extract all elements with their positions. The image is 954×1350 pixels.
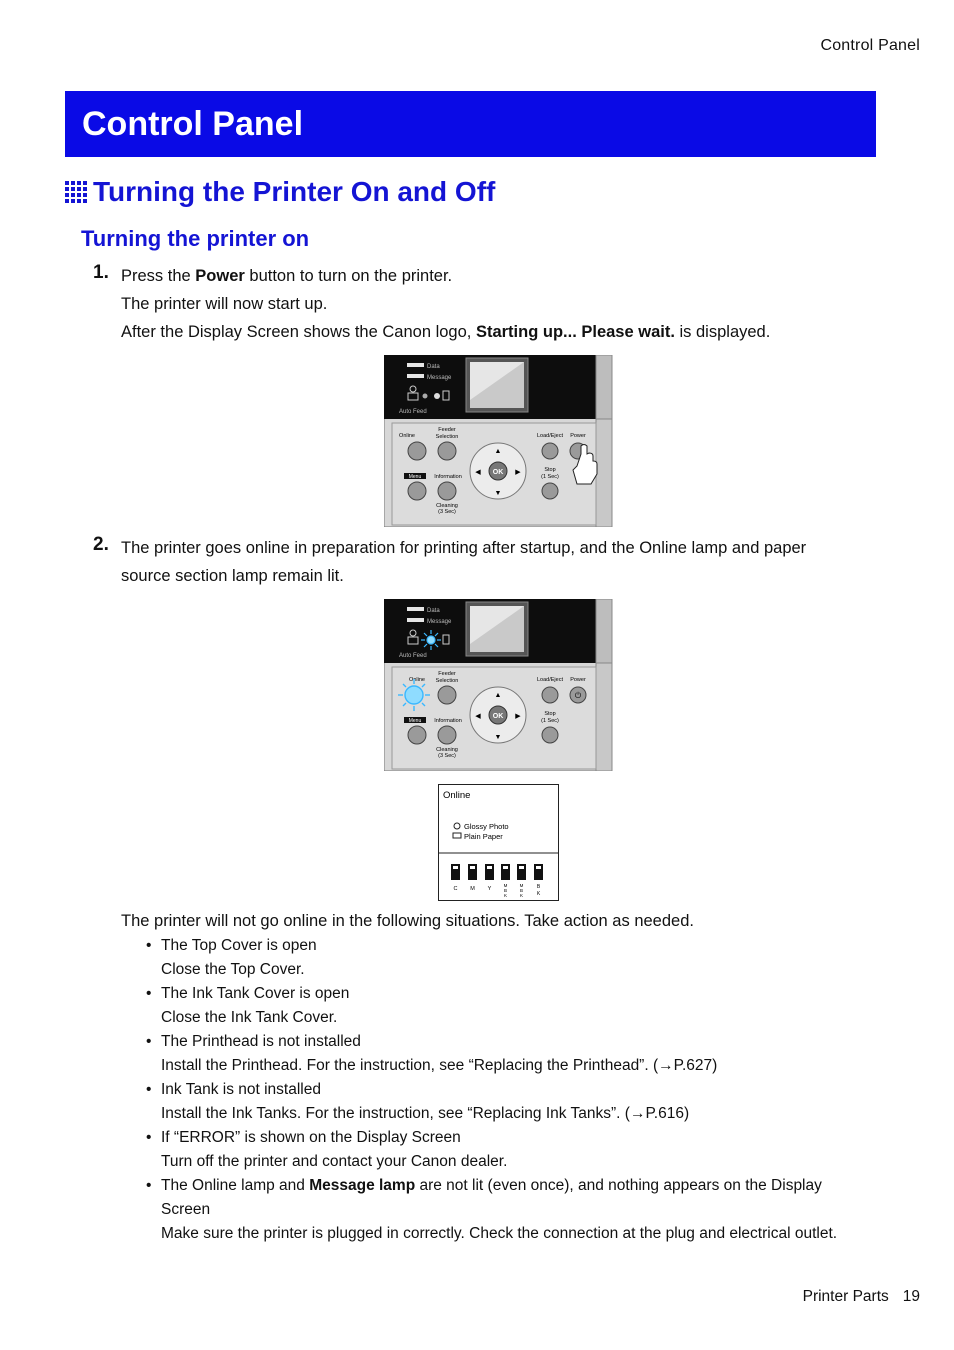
grid-icon <box>65 181 87 203</box>
list-item: • If “ERROR” is shown on the Display Screen Turn off the printer and contact your Canon dealer. <box>146 1126 886 1174</box>
svg-text:Feeder: Feeder <box>438 671 456 677</box>
svg-text:B: B <box>536 884 541 890</box>
step-1-line-1: Press the Power button to turn on the printer. <box>121 267 453 285</box>
control-panel-figure-online <box>384 599 614 771</box>
svg-text:Stop: Stop <box>544 467 556 473</box>
svg-text:Selection: Selection <box>435 678 459 684</box>
svg-text:C: C <box>453 886 458 892</box>
step-1-number: 1. <box>93 262 109 283</box>
svg-text:Power: Power <box>570 677 586 683</box>
svg-text:Glossy Photo: Glossy Photo <box>464 822 509 831</box>
list-item: • The Top Cover is open Close the Top Cover. <box>146 934 886 982</box>
svg-text:▶: ▶ <box>515 469 521 476</box>
display-screen-figure <box>438 784 560 902</box>
online-button-label: Online <box>399 433 415 439</box>
svg-text:▶: ▶ <box>515 713 521 720</box>
svg-text:Y: Y <box>487 886 492 892</box>
list-item: • Ink Tank is not installed Install the Ink Tanks. For the instruction, see “Replacing Ink Tanks”. (→P.616) <box>146 1078 886 1126</box>
offline-conditions-list <box>146 934 886 1246</box>
step-1-text <box>121 262 770 346</box>
list-item: • The Online lamp and Message lamp are not lit (even once), and nothing appears on the Display Screen Make sure the printer is plugged in correctly. Check the connection at the plug and electrical outlet. <box>146 1174 886 1246</box>
load-eject-label: Load/Eject <box>537 433 563 439</box>
data-lamp-label: Data <box>427 364 440 370</box>
subsection-title: Turning the printer on <box>81 226 310 251</box>
svg-text:Cleaning: Cleaning <box>436 747 458 753</box>
svg-text:Plain Paper: Plain Paper <box>464 832 503 841</box>
svg-text:◀: ◀ <box>475 713 481 720</box>
svg-text:Auto Feed: Auto Feed <box>399 653 427 659</box>
display-status: Online <box>443 790 471 801</box>
svg-text:Load/Eject: Load/Eject <box>537 677 563 683</box>
offline-note: The printer will not go online in the following situations. Take action as needed. <box>121 912 694 930</box>
svg-text:M: M <box>470 886 475 892</box>
svg-text:Information: Information <box>434 718 462 724</box>
svg-text:Menu: Menu <box>408 474 422 480</box>
control-panel-figure-power <box>384 355 614 527</box>
step-2-line-2: source section lamp remain lit. <box>121 567 344 585</box>
auto-feed-label: Auto Feed <box>399 409 427 415</box>
message-lamp-label: Message <box>427 375 452 381</box>
svg-text:Stop: Stop <box>544 711 556 717</box>
svg-text:▼: ▼ <box>494 734 502 741</box>
svg-text:Feeder: Feeder <box>438 427 456 433</box>
svg-text:◀: ◀ <box>475 469 481 476</box>
svg-text:(3 Sec): (3 Sec) <box>438 753 456 759</box>
power-icon: ⏻ <box>574 691 582 700</box>
svg-text:M: M <box>503 883 508 888</box>
page-number: 19 <box>902 1288 920 1305</box>
lamp-glow-icon <box>421 630 441 650</box>
svg-text:Message: Message <box>427 619 452 625</box>
svg-text:Cleaning: Cleaning <box>436 503 458 509</box>
svg-text:Menu: Menu <box>408 718 422 724</box>
svg-text:B: B <box>503 888 508 893</box>
svg-text:Data: Data <box>427 608 440 614</box>
svg-text:(1 Sec): (1 Sec) <box>541 718 559 724</box>
svg-text:▼: ▼ <box>494 490 502 497</box>
chapter-title: Control Panel <box>65 91 876 157</box>
step-2-text <box>121 534 891 590</box>
svg-text:K: K <box>503 893 508 898</box>
power-label: Power <box>570 433 586 439</box>
page-footer <box>803 1288 920 1306</box>
step-2-line-1: The printer goes online in preparation for printing after startup, and the Online lamp and paper <box>121 539 807 557</box>
step-2-number: 2. <box>93 534 109 555</box>
svg-text:▲: ▲ <box>494 448 502 455</box>
section-title-text: Turning the Printer On and Off <box>93 176 496 207</box>
svg-text:Information: Information <box>434 474 462 480</box>
svg-text:(1 Sec): (1 Sec) <box>541 474 559 480</box>
svg-text:Selection: Selection <box>435 434 459 440</box>
svg-text:B: B <box>519 888 524 893</box>
svg-text:OK: OK <box>492 713 504 720</box>
svg-text:(3 Sec): (3 Sec) <box>438 509 456 515</box>
svg-text:M: M <box>519 883 524 888</box>
section-title <box>65 176 495 208</box>
svg-text:▲: ▲ <box>494 692 502 699</box>
svg-text:K: K <box>519 893 524 898</box>
step-1-line-3: After the Display Screen shows the Canon logo, Starting up... Please wait. is displayed. <box>121 323 771 341</box>
footer-section: Printer Parts <box>802 1288 889 1305</box>
list-item: • The Printhead is not installed Install the Printhead. For the instruction, see “Replacing the Printhead”. (→P.627) <box>146 1030 886 1078</box>
ok-button-label: OK <box>492 469 504 476</box>
step-1-line-2: The printer will now start up. <box>121 295 328 313</box>
list-item: • The Ink Tank Cover is open Close the Ink Tank Cover. <box>146 982 886 1030</box>
svg-text:K: K <box>536 891 541 897</box>
running-header: Control Panel <box>820 37 920 54</box>
svg-text:Online: Online <box>409 677 425 683</box>
